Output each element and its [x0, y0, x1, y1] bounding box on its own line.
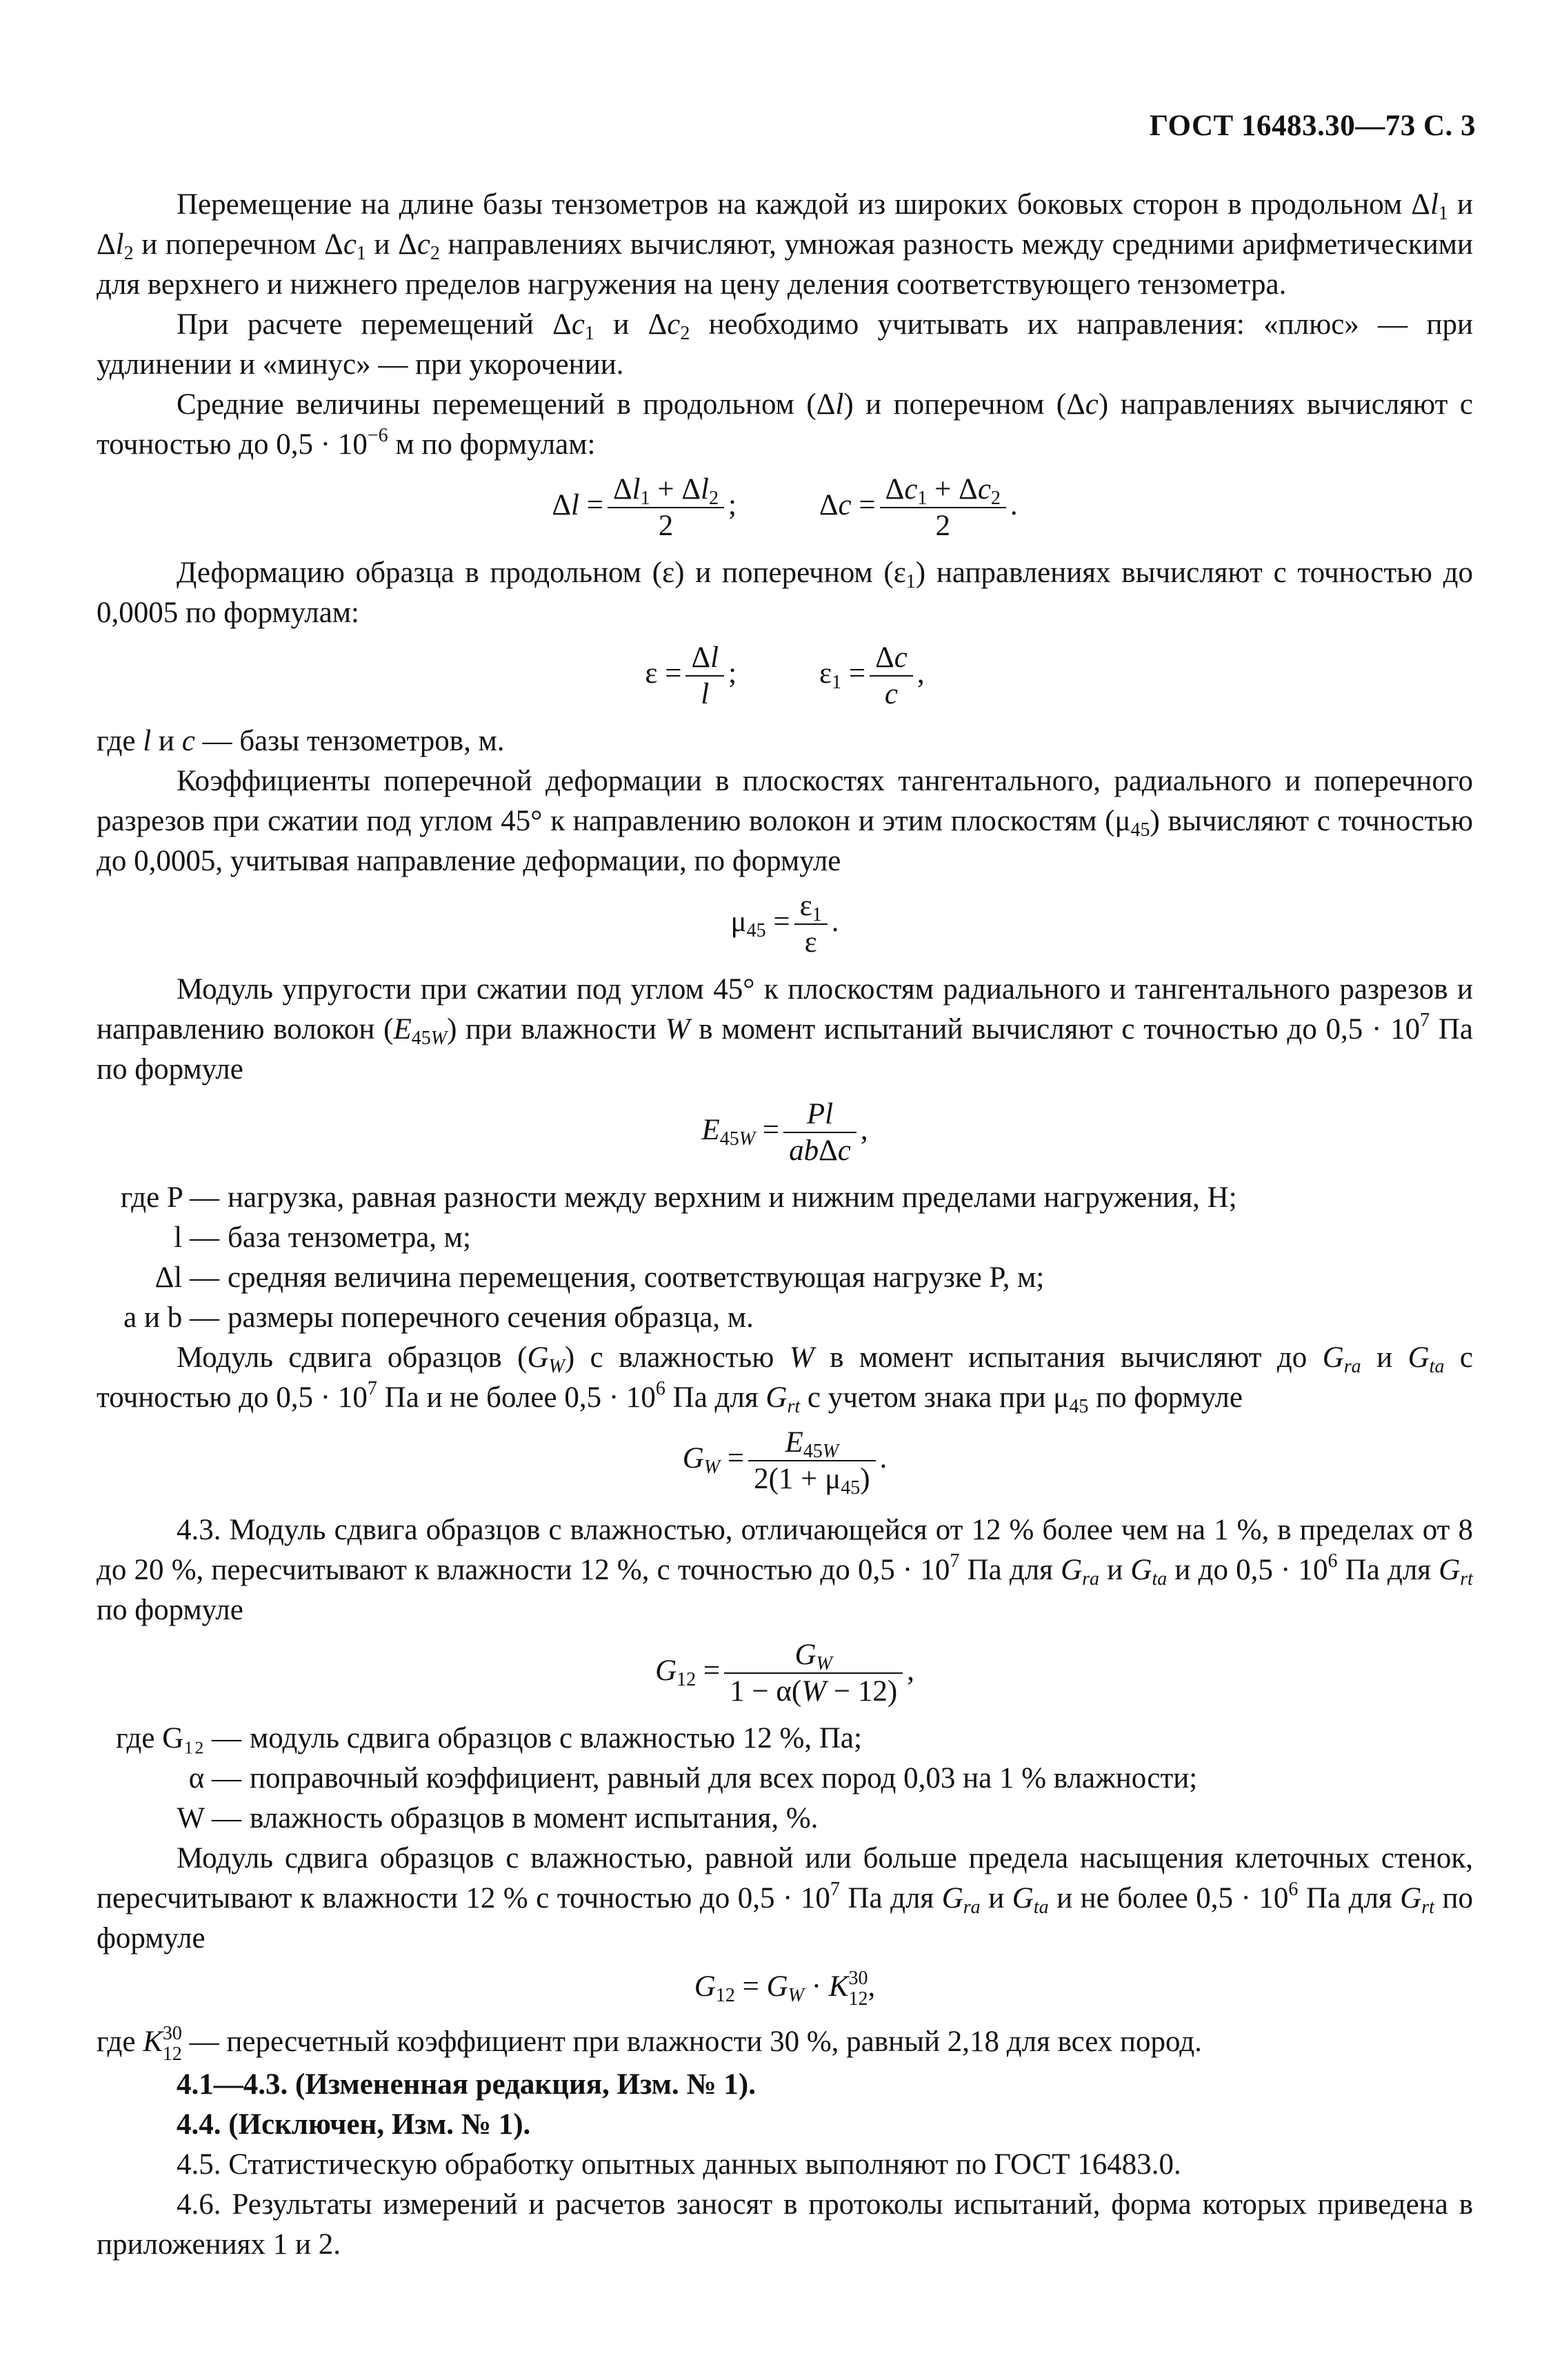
formula-e45w: $E_{45W}$ = $\frac{Pl}{\text{abΔc}}$ ,: [701, 1098, 868, 1167]
definition-item: a и b — размеры поперечного сечения образца, м.: [123, 1301, 754, 1334]
formula-delta-l-delta-c: Δl = $\frac{\Delta l_1 + \Delta l_2}{2}$ ; Δc = $\frac{\Delta c_1 + \Delta c_2}{2}$ .: [552, 473, 1018, 542]
definition-item: W — влажность образцов в момент испытания, %.: [177, 1802, 819, 1834]
paragraph: 4.6. Результаты измерений и расчетов заносят в протоколы испытаний, форма которых приведена в приложениях 1 и 2.: [97, 2188, 1473, 2261]
paragraph: 4.5. Статистическую обработку опытных данных выполняют по ГОСТ 16483.0.: [177, 2148, 1181, 2181]
definitions-list: [97, 1719, 1473, 1839]
formula-g12-k: $G_{12} = G_W \cdot K$ 30 12 ,: [694, 1968, 876, 2010]
definitions-list: [97, 1178, 1473, 1338]
formula-g12: $G_{12}$ = $\frac{G_W}{1 - \alpha(W - 12)}$ ,: [655, 1639, 914, 1708]
paragraph: Деформацию образца в продольном (ε) и поперечном $(\varepsilon_1)$ направлениях вычисляют с точностью до 0,0005 по формулам:: [97, 557, 1473, 629]
formula-gw: $G_W$ = $\frac{E_{45W}}{2(1 + \mu_{45})}$ .: [682, 1426, 888, 1499]
definition-item: где P — нагрузка, равная разности между верхним и нижним пределами нагружения, Н;: [120, 1181, 1237, 1214]
paragraph: Модуль сдвига образцов $(G_W)$ с влажностью W в момент испытания вычисляют до $G_{ra}$ и $G_{ta}$ с точностью до $0,5 \cdot 10^7$ Па и не более $0,5 \cdot 10^6$ Па для $G_{rt}$ с учетом знака при $\mu_{45}$ по формуле: [97, 1341, 1473, 1417]
paragraph: Коэффициенты поперечной деформации в плоскостях тангентального, радиального и поперечного разрезов при сжатии под углом 45° к направлению волокон и этим плоскостям $(\mu_{45})$ вычисляют с точностью до 0,0005, учитывая направление деформации, по формуле: [97, 765, 1473, 877]
paragraph: где l и c — базы тензометров, м.: [97, 725, 505, 757]
formula-mu45: $\mu_{45}$ = $\frac{\varepsilon_1}{\varepsilon}$ .: [730, 890, 839, 959]
paragraph: При расчете перемещений $\Delta c_1$ и $\Delta c_2$ необходимо учитывать их направления: «плюс» — при удлинении и «минус» — при укорочении.: [97, 308, 1473, 381]
paragraph: где K 30 12 — пересчетный коэффициент при влажности 30 %, равный 2,18 для всех пород.: [97, 2023, 1202, 2066]
paragraph: Модуль сдвига образцов с влажностью, равной или больше предела насыщения клеточных стенок, пересчитывают к влажности 12 % с точностью до $0,5 \cdot 10^7$ Па для $G_{ra}$ и $G_{ta}$ и не более $0,5 \cdot 10^6$ Па для $G_{rt}$ по формуле: [97, 1842, 1474, 1954]
paragraph: 4.3. Модуль сдвига образцов с влажностью, отличающейся от 12 % более чем на 1 %, в пределах от 8 до 20 %, пересчитывают к влажности 12 %, с точностью до $0,5 \cdot 10^7$ Па для $G_{ra}$ и $G_{ta}$ и до $0,5 \cdot 10^6$ Па для $G_{rt}$ по формуле: [97, 1514, 1473, 1626]
definition-item: l — база тензометра, м;: [174, 1221, 471, 1254]
definition-item: Δl — средняя величина перемещения, соответствующая нагрузке P, м;: [154, 1261, 1045, 1294]
page-header: ГОСТ 16483.30—73 С. 3: [1149, 110, 1476, 142]
paragraph: Средние величины перемещений в продольном (Δl) и поперечном (Δc) направлениях вычисляют с точностью до $0,5 \cdot 10^{-6}$ м по формулам:: [97, 388, 1473, 461]
paragraph: Перемещение на длине базы тензометров на каждой из широких боковых сторон в продольном $\Delta l_1$ и $\Delta l_2$ и поперечном $\Delta c_1$ и $\Delta c_2$ направлениях вычисляют, умножая разность между средними арифметическими для верхнего и нижнего пределов нагружения на цену деления соответствующего тензометра.: [97, 188, 1474, 301]
body-text: [97, 185, 1473, 2265]
paragraph: 4.1—4.3. (Измененная редакция, Изм. № 1).: [177, 2068, 756, 2101]
definition-item: α — поправочный коэффициент, равный для всех пород 0,03 на 1 % влажности;: [188, 1762, 1198, 1794]
paragraph: 4.4. (Исключен, Изм. № 1).: [177, 2108, 531, 2141]
paragraph: Модуль упругости при сжатии под углом 45° к плоскостям радиального и тангентального разрезов и направлению волокон $(E_{45W})$ при влажности W в момент испытаний вычисляют с точностью до $0,5 \cdot 10^7$ Па по формуле: [97, 973, 1473, 1086]
definition-item: где G₁₂ — модуль сдвига образцов с влажностью 12 %, Па;: [116, 1722, 862, 1754]
formula-strain: ε = $\frac{\Delta l}{l}$ ; $\varepsilon_1$ = $\frac{\Delta c}{c}$ ,: [645, 641, 925, 710]
